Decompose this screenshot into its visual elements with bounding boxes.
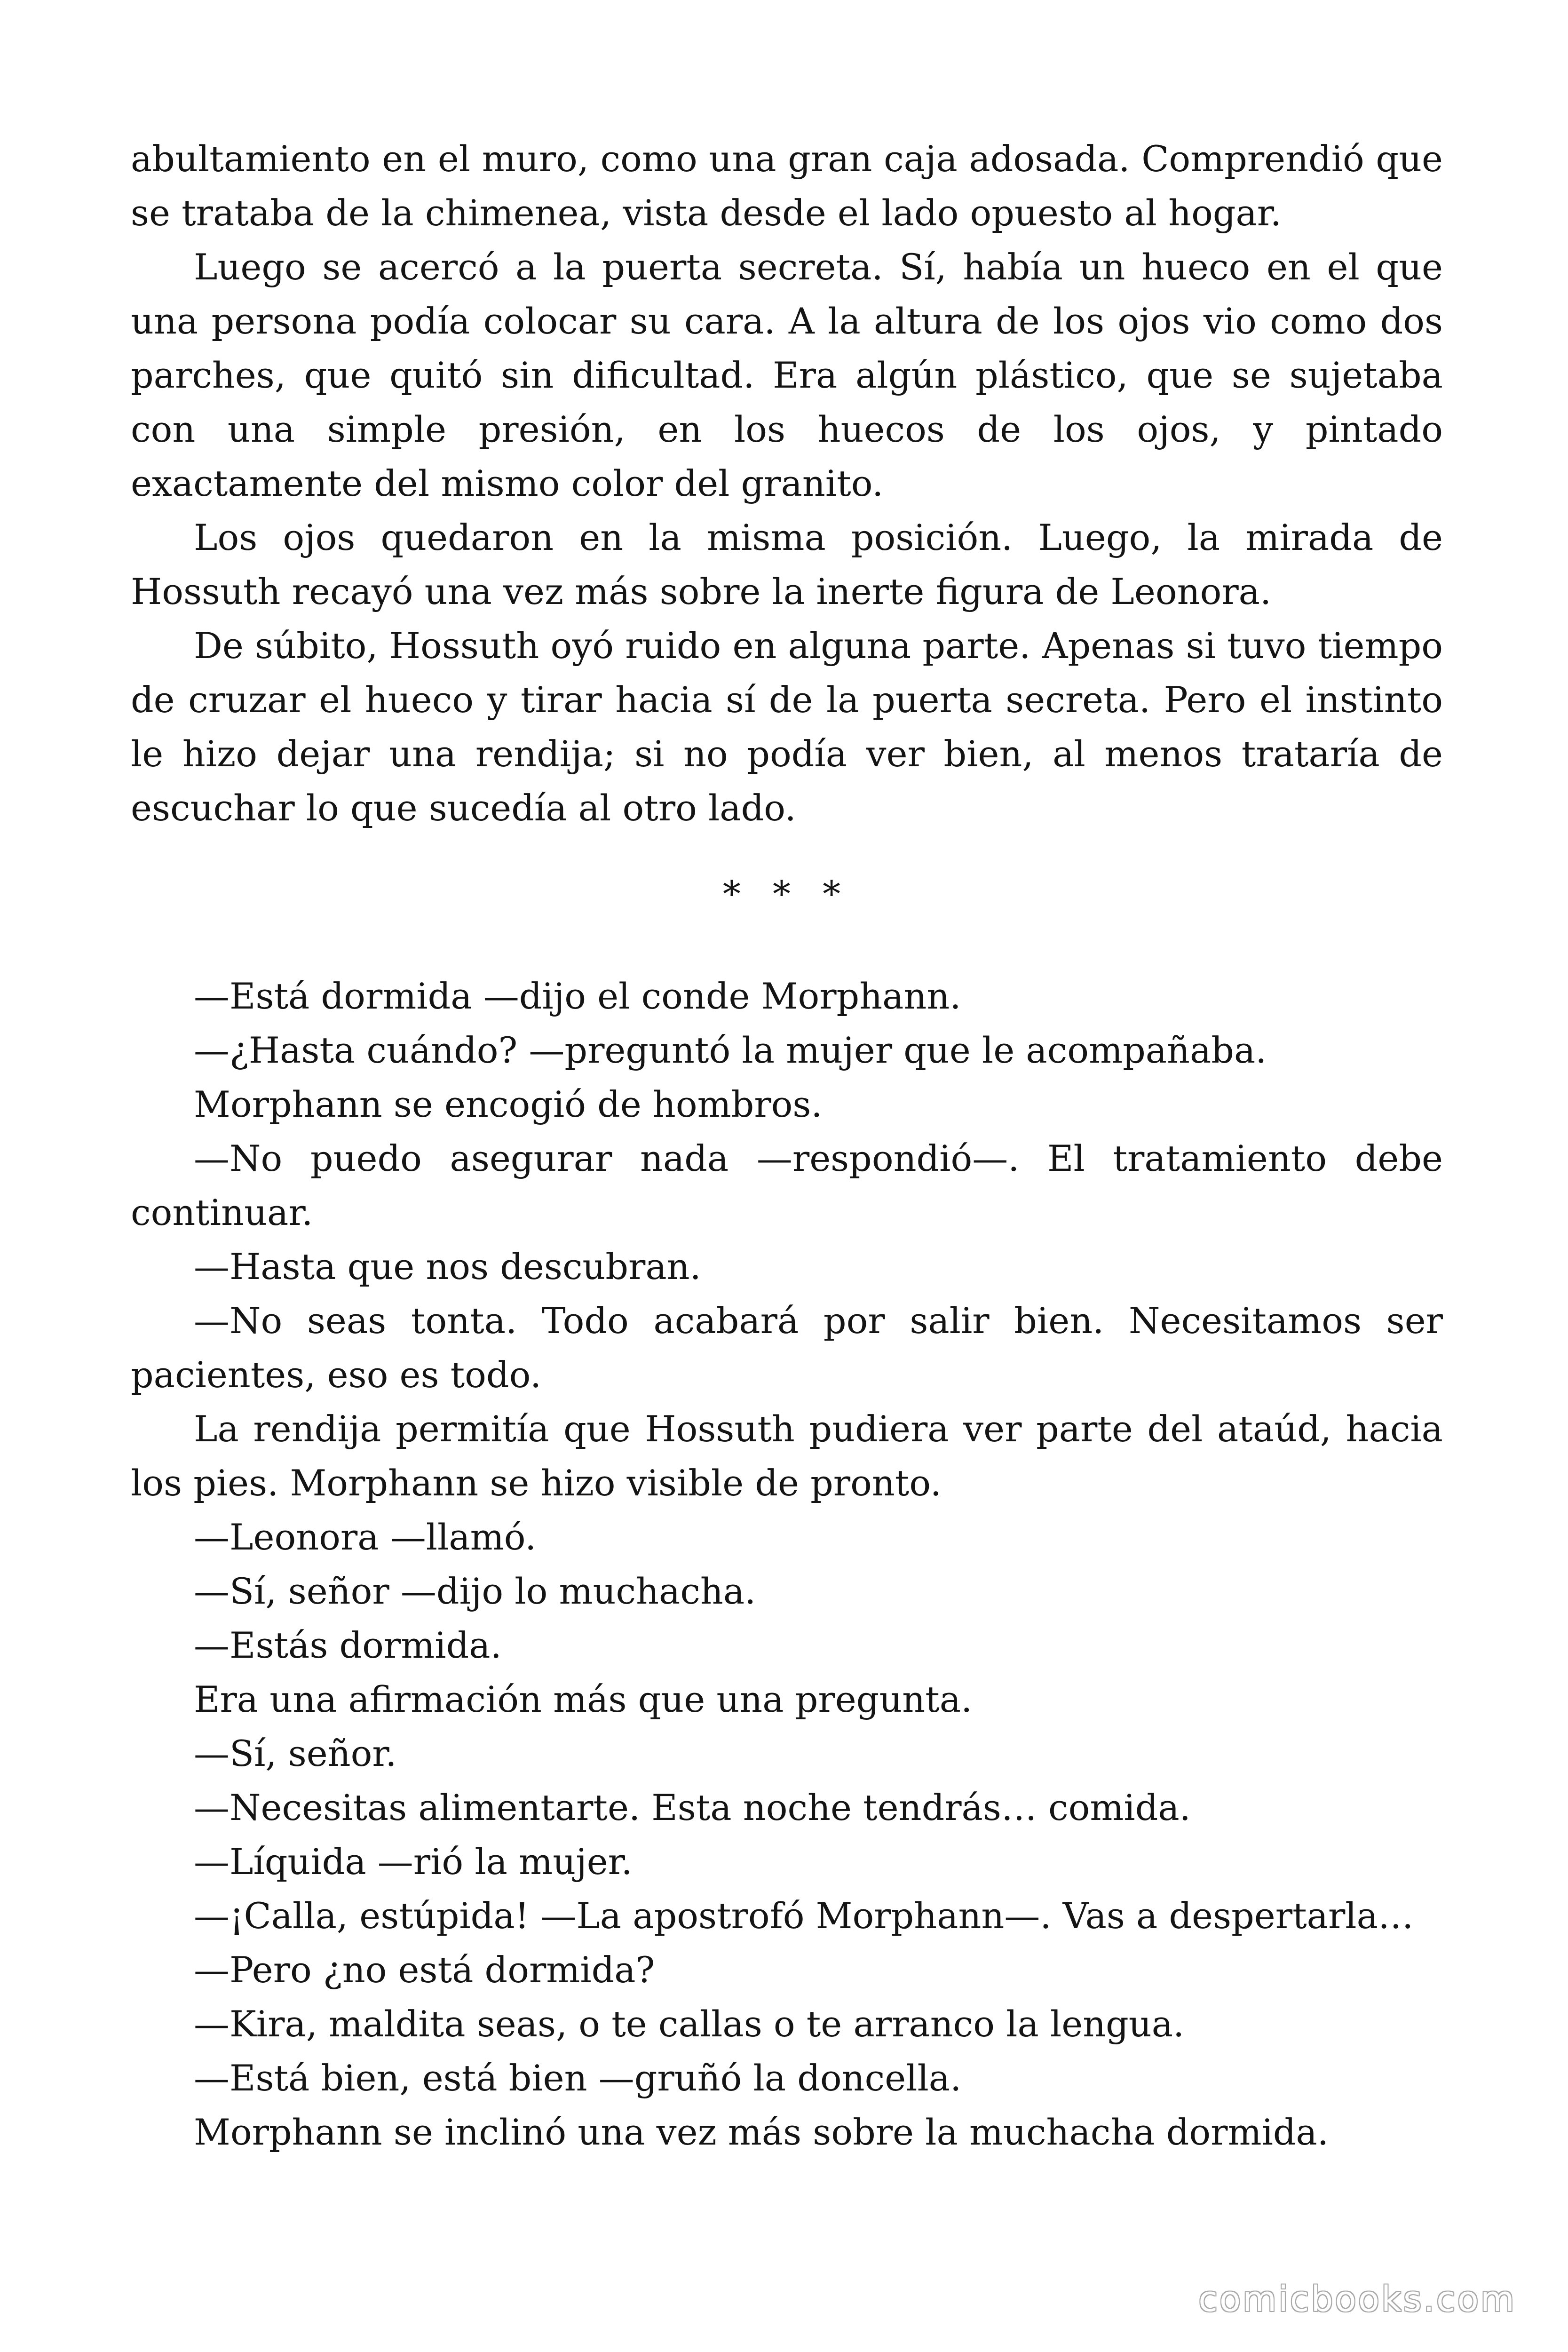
paragraph: —Pero ¿no está dormida?	[194, 1949, 655, 1991]
paragraph: La rendija permitía que Hossuth pudiera ver parte del ataúd, hacia los pies. Morphann se hizo visible de pronto.	[131, 1408, 1443, 1504]
paragraph: Los ojos quedaron en la misma posición. Luego, la mirada de Hossuth recayó una vez más sobre la inerte figura de Leonora.	[131, 516, 1443, 612]
paragraph: —Está bien, está bien —gruñó la doncella.	[194, 2057, 962, 2099]
paragraph: —Estás dormida.	[194, 1624, 502, 1666]
paragraph: —Sí, señor —dijo lo muchacha.	[194, 1570, 756, 1612]
paragraph: abultamiento en el muro, como una gran caja adosada. Comprendió que se trataba de la chimenea, vista desde el lado opuesto al hogar.	[131, 138, 1443, 234]
paragraph: —Leonora —llamó.	[194, 1516, 537, 1558]
paragraph: Luego se acercó a la puerta secreta. Sí, había un hueco en el que una persona podía colocar su cara. A la altura de los ojos vio como dos parches, que quitó sin dificultad. Era algún plástico, que se sujetaba con una simple presión, en los huecos de los ojos, y pintado exactamente del mismo color del granito.	[131, 246, 1443, 504]
paragraph: —Sí, señor.	[194, 1732, 397, 1774]
paragraph: Era una afirmación más que una pregunta.	[194, 1678, 973, 1720]
paragraph: Morphann se inclinó una vez más sobre la muchacha dormida.	[194, 2111, 1329, 2153]
paragraph: —Hasta que nos descubran.	[194, 1246, 701, 1287]
text-block-bottom	[131, 969, 1443, 2159]
site-watermark: comicbooks.com	[1198, 2279, 1516, 2320]
paragraph: —No puedo asegurar nada —respondió—. El tratamiento debe continuar.	[131, 1137, 1443, 1233]
paragraph: —¿Hasta cuándo? —preguntó la mujer que le acompañaba.	[194, 1029, 1267, 1071]
paragraph: —Kira, maldita seas, o te callas o te arranco la lengua.	[194, 2003, 1185, 2045]
scene-separator: * * *	[722, 873, 851, 915]
paragraph: —Líquida —rió la mujer.	[194, 1841, 633, 1883]
paragraph: De súbito, Hossuth oyó ruido en alguna parte. Apenas si tuvo tiempo de cruzar el hueco y tirar hacia sí de la puerta secreta. Pero el instinto le hizo dejar una rendija; si no podía ver bien, al menos trataría de escuchar lo que sucedía al otro lado.	[131, 625, 1443, 829]
paragraph: —Necesitas alimentarte. Esta noche tendrás… comida.	[194, 1787, 1191, 1828]
paragraph: —No seas tonta. Todo acabará por salir bien. Necesitamos ser pacientes, eso es todo.	[131, 1300, 1443, 1396]
paragraph: Morphann se encogió de hombros.	[194, 1083, 823, 1125]
text-block-top	[131, 132, 1443, 835]
paragraph: —Está dormida —dijo el conde Morphann.	[194, 975, 961, 1017]
paragraph: —¡Calla, estúpida! —La apostrofó Morphann—. Vas a despertarla…	[194, 1895, 1414, 1937]
